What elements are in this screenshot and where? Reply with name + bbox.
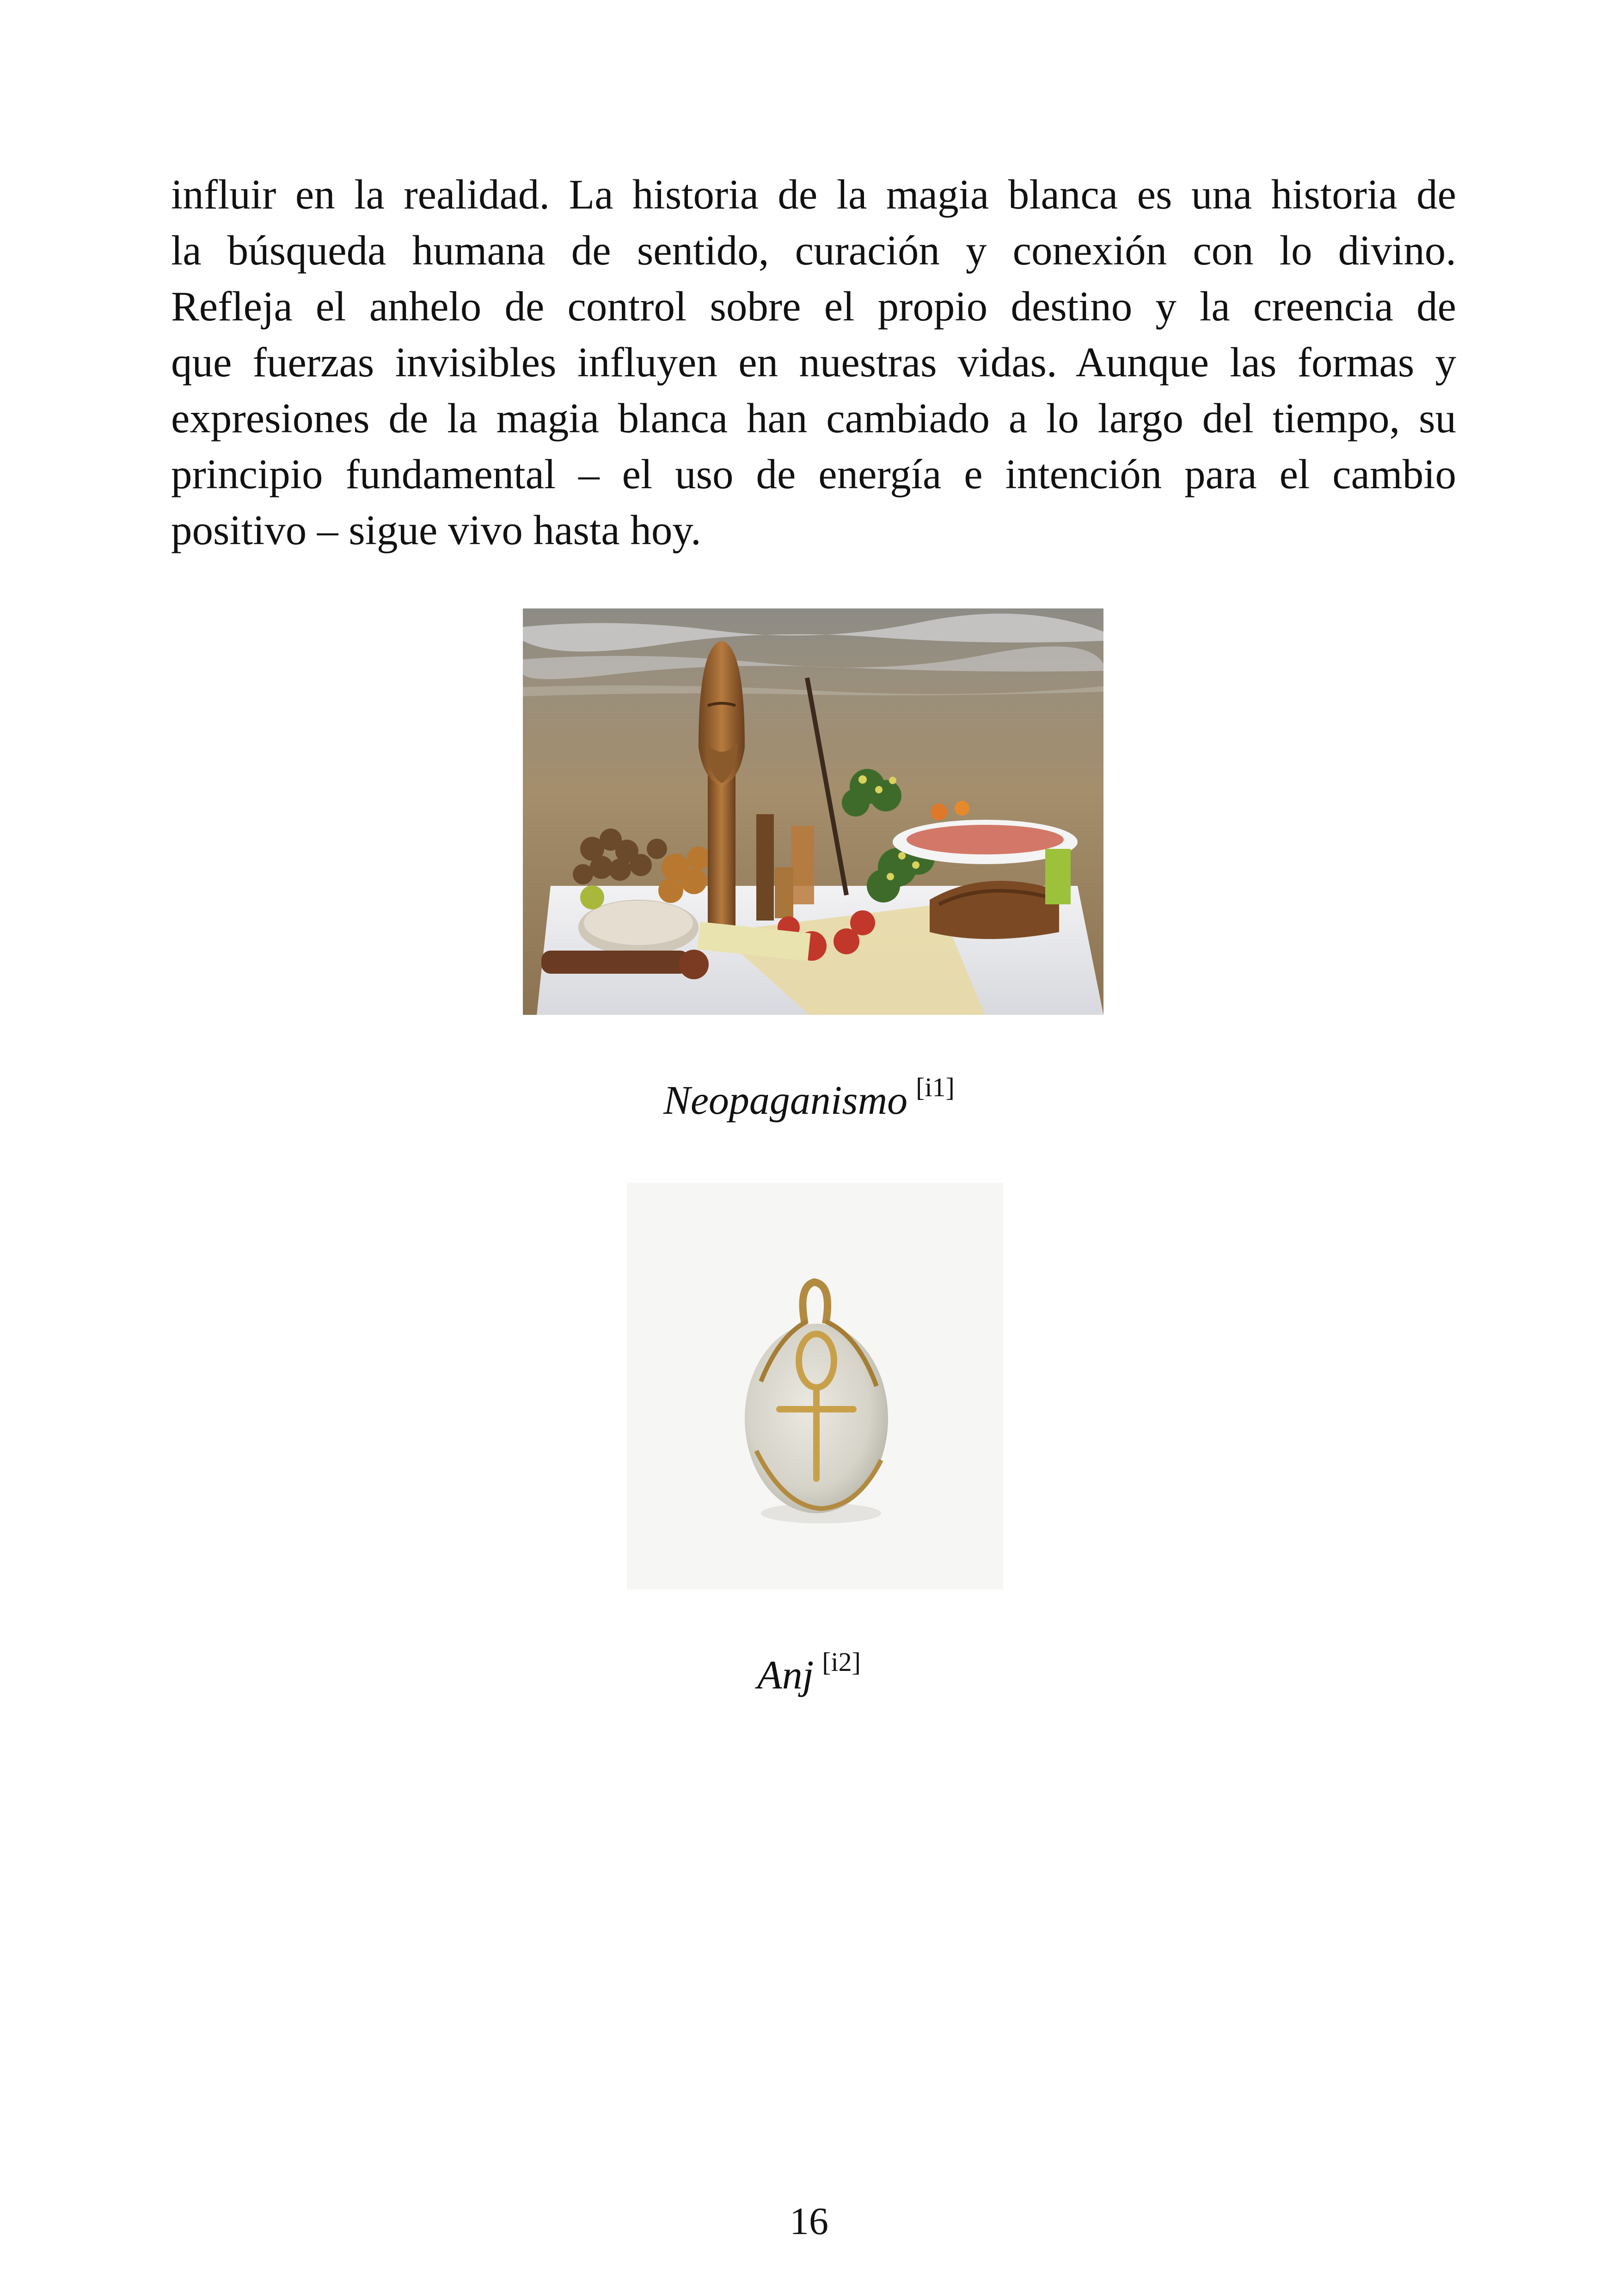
paragraph-line: que fuerzas invisibles influyen en nuestras vidas. Aunque las formas y bbox=[171, 339, 1456, 386]
ankh-photo-illustration bbox=[627, 1183, 1003, 1590]
page-number: 16 bbox=[790, 2200, 828, 2243]
caption-title: Neopaganismo bbox=[663, 1078, 908, 1123]
caption-title: Anj bbox=[757, 1653, 814, 1698]
paragraph-line: influir en la realidad. La historia de la magia blanca es una historia de bbox=[171, 171, 1456, 218]
paragraph-line: positivo – sigue vivo hasta hoy. bbox=[171, 507, 701, 553]
caption-reference: [i2] bbox=[822, 1647, 861, 1677]
figure-caption bbox=[0, 1064, 1618, 1124]
neopagan-altar-image bbox=[523, 608, 1103, 1015]
paragraph-line: principio fundamental – el uso de energía e intención para el cambio bbox=[171, 451, 1456, 497]
ankh-amulet-image bbox=[627, 1183, 1003, 1590]
figure-caption bbox=[0, 1639, 1618, 1699]
caption-reference: [i1] bbox=[916, 1072, 955, 1102]
body-paragraph bbox=[171, 166, 1456, 558]
paragraph-line: Refleja el anhelo de control sobre el propio destino y la creencia de bbox=[171, 283, 1456, 330]
paragraph-line: expresiones de la magia blanca han cambiado a lo largo del tiempo, su bbox=[171, 395, 1456, 442]
paragraph-line: la búsqueda humana de sentido, curación y conexión con lo divino. bbox=[171, 227, 1456, 274]
altar-photo-illustration bbox=[523, 608, 1103, 1015]
